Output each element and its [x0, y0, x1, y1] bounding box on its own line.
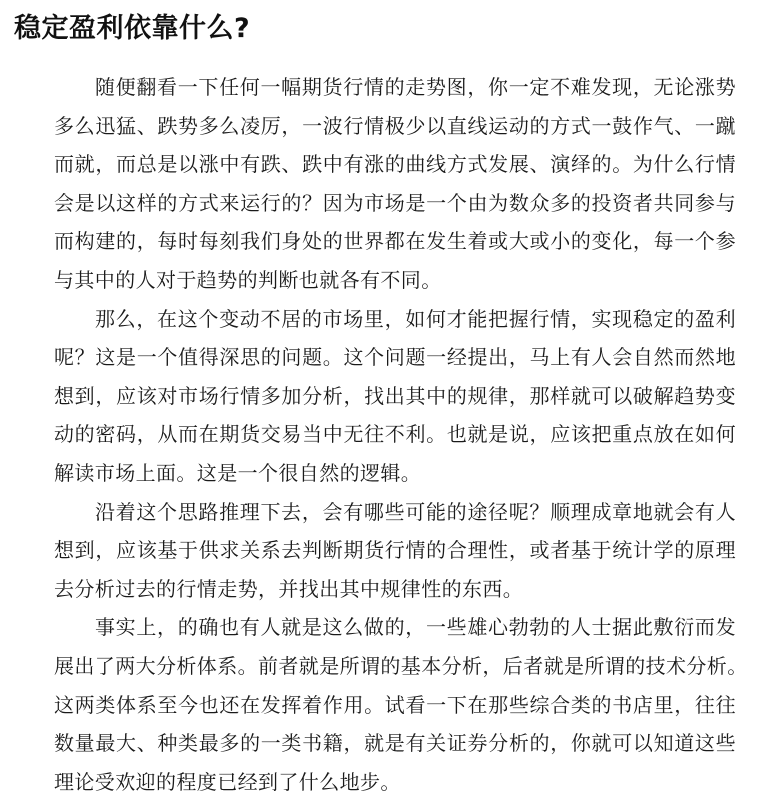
paragraph-line: 呢？这是一个值得深思的问题。这个问题一经提出，马上有人会自然而然地 [54, 345, 736, 370]
paragraph-2 [14, 300, 736, 493]
paragraph-line: 与其中的人对于趋势的判断也就各有不同。 [54, 267, 442, 292]
paragraph-1 [14, 68, 736, 300]
paragraph-line: 这两类体系至今也还在发挥着作用。试看一下在那些综合类的书店里，往往 [54, 692, 736, 717]
paragraph-line: 去分析过去的行情走势，并找出其中规律性的东西。 [54, 576, 524, 601]
paragraph-3 [14, 493, 736, 609]
paragraph-line: 而就，而总是以涨中有跌、跌中有涨的曲线方式发展、演绎的。为什么行情 [54, 152, 736, 177]
paragraph-line: 想到，应该对市场行情多加分析，找出其中的规律，那样就可以破解趋势变 [54, 383, 736, 408]
paragraph-line: 想到，应该基于供求关系去判断期货行情的合理性，或者基于统计学的原理 [54, 538, 736, 563]
paragraph-line: 随便翻看一下任何一幅期货行情的走势图，你一定不难发现，无论涨势 [95, 75, 736, 99]
paragraph-line: 展出了两大分析体系。前者就是所谓的基本分析，后者就是所谓的技术分析。 [54, 653, 748, 678]
paragraph-line: 动的密码，从而在期货交易当中无往不利。也就是说，应该把重点放在如何 [54, 422, 736, 447]
paragraph-line: 会是以这样的方式来运行的？因为市场是一个由为数众多的投资者共同参与 [54, 190, 736, 215]
paragraph-line: 沿着这个思路推理下去，会有哪些可能的途径呢？顺理成章地就会有人 [95, 499, 736, 524]
paragraph-line: 事实上，的确也有人就是这么做的，一些雄心勃勃的人士据此敷衍而发 [95, 615, 736, 640]
page-title: 稳定盈利依靠什么? [14, 13, 251, 44]
paragraph-line: 理论受欢迎的程度已经到了什么地步。 [54, 769, 401, 794]
paragraph-line: 解读市场上面。这是一个很自然的逻辑。 [54, 460, 422, 485]
paragraph-line: 数量最大、种类最多的一类书籍，就是有关证券分析的，你就可以知道这些 [54, 731, 736, 756]
paragraph-line: 多么迅猛、跌势多么凌厉，一波行情极少以直线运动的方式一鼓作气、一蹴 [54, 113, 736, 138]
paragraph-4 [14, 608, 748, 801]
paragraph-line: 那么，在这个变动不居的市场里，如何才能把握行情，实现稳定的盈利 [95, 306, 736, 331]
paragraph-line: 而构建的，每时每刻我们身处的世界都在发生着或大或小的变化，每一个参 [54, 229, 736, 254]
